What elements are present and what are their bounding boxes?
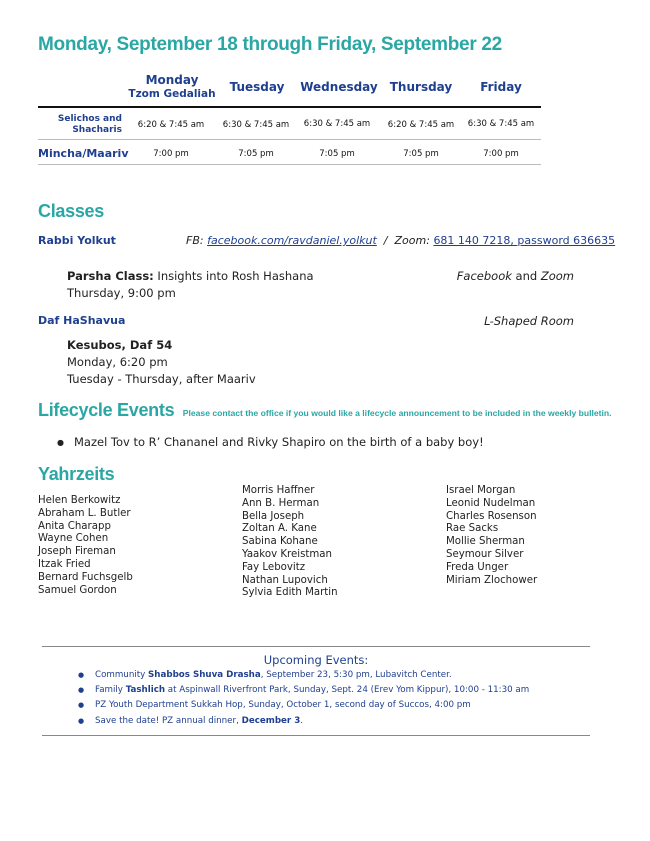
list-item: Sylvia Edith Martin: [242, 587, 338, 599]
list-item: Fay Lebovitz: [242, 561, 306, 573]
parsha-platform: [450, 268, 574, 285]
upcoming-top-rule: [42, 646, 590, 647]
lifecycle-note: Please contact the office if you would like a lifecycle announcement to be included in the weekly bulletin.: [182, 408, 612, 418]
daf-location: L-Shaped Room: [484, 314, 574, 328]
day-header-tuesday: Tuesday: [229, 80, 285, 94]
upcoming-bottom-rule: [42, 735, 590, 736]
lifecycle-item: [57, 434, 484, 451]
facebook-link[interactable]: facebook.com/ravdaniel.yolkut: [207, 234, 377, 247]
table-row-rule: [38, 139, 541, 140]
fb-prefix: FB:: [186, 234, 208, 247]
event-bold: Shabbos Shuva Drasha: [148, 670, 261, 680]
rabbi-yolkut-heading: Rabbi Yolkut: [38, 234, 116, 247]
event-text: Family: [95, 685, 126, 696]
zoom-prefix: Zoom:: [394, 234, 434, 247]
list-item: Morris Haffner: [242, 485, 315, 496]
daf-time-2: Tuesday - Thursday, after Maariv: [67, 372, 256, 386]
row-label-mincha: Mincha/Maariv: [38, 147, 129, 160]
table-cell: 7:05 pm: [403, 149, 439, 159]
list-item: Israel Morgan: [446, 485, 516, 496]
list-item: Helen Berkowitz: [38, 495, 121, 506]
table-header-rule: [38, 106, 541, 108]
parsha-class-topic: Insights into Rosh Hashana: [153, 269, 314, 283]
daf-hashavua-heading: Daf HaShavua: [38, 314, 126, 327]
event-text: .: [300, 715, 304, 726]
list-item: Charles Rosenson: [446, 510, 537, 522]
table-cell: 6:30 & 7:45 am: [222, 120, 290, 130]
table-cell: 7:05 pm: [319, 149, 355, 159]
daf-time-1: Monday, 6:20 pm: [67, 355, 168, 369]
list-item: Joseph Fireman: [38, 546, 116, 558]
day-subtitle: Tzom Gedaliah: [128, 88, 216, 100]
list-item: [78, 698, 529, 713]
event-text: , September 23, 5:30 pm, Lubavitch Center.: [260, 670, 452, 680]
list-item: [78, 714, 529, 729]
list-item: [78, 668, 529, 683]
parsha-class: [67, 268, 314, 302]
yahrzeit-column-3: [446, 485, 537, 587]
row-label-line: Shacharis: [72, 125, 122, 135]
page-title: Monday, September 18 through Friday, September 22: [38, 34, 502, 55]
list-item: Anita Charapp: [38, 520, 111, 532]
yahrzeit-column-2: [242, 485, 338, 600]
lifecycle-heading: Lifecycle Events: [38, 400, 175, 420]
list-item: Wayne Cohen: [38, 533, 109, 545]
event-bold: Tashlich: [125, 685, 166, 696]
parsha-class-time: Thursday, 9:00 pm: [67, 286, 176, 300]
event-text: PZ Youth Department Sukkah Hop, Sunday, October 1, second day of Succos, 4:00 pm: [95, 700, 471, 711]
yahrzeits-heading: Yahrzeits: [38, 464, 115, 484]
list-item: Freda Unger: [446, 561, 509, 573]
table-cell: 6:30 & 7:45 am: [467, 119, 535, 129]
event-bold: December 3: [241, 715, 301, 726]
table-cell: 6:20 & 7:45 am: [137, 120, 205, 130]
yahrzeit-column-1: [38, 495, 133, 597]
list-item: Sabina Kohane: [242, 536, 318, 548]
link-separator: /: [376, 234, 395, 247]
list-item: Mollie Sherman: [446, 536, 525, 548]
platform-and: and: [511, 269, 541, 283]
event-text: Save the date! PZ annual dinner,: [95, 715, 242, 726]
list-item: Samuel Gordon: [38, 584, 117, 596]
day-header-monday: [128, 73, 216, 101]
day-header-wednesday: Wednesday: [300, 80, 378, 94]
list-item: [78, 683, 529, 698]
row-label-line: Selichos and: [57, 114, 122, 124]
list-item: Nathan Lupovich: [242, 574, 328, 586]
table-cell: 7:00 pm: [153, 149, 189, 159]
list-item: Bella Joseph: [242, 510, 305, 522]
list-item: Leonid Nudelman: [446, 497, 536, 509]
platform-facebook: Facebook: [456, 269, 512, 283]
daf-details: [67, 337, 256, 388]
day-header-thursday: Thursday: [389, 80, 453, 94]
yolkut-links: [186, 232, 615, 249]
list-item: Abraham L. Butler: [38, 507, 131, 519]
lifecycle-header: [38, 400, 612, 421]
list-item: Ann B. Herman: [242, 497, 320, 509]
upcoming-list: [78, 668, 529, 729]
bullet-icon: ●: [57, 438, 64, 447]
table-cell: 6:30 & 7:45 am: [303, 119, 371, 129]
list-item: Miriam Zlochower: [446, 574, 538, 586]
daf-title: Kesubos, Daf 54: [67, 338, 173, 352]
list-item: Seymour Silver: [446, 548, 524, 560]
zoom-link[interactable]: 681 140 7218, password 636635: [433, 234, 616, 247]
event-text: at Aspinwall Riverfront Park, Sunday, Sept. 24 (Erev Yom Kippur), 10:00 - 11:30 am: [165, 685, 530, 696]
list-item: Yaakov Kreistman: [242, 548, 333, 560]
list-item: Bernard Fuchsgelb: [38, 571, 133, 583]
lifecycle-item-text: Mazel Tov to R’ Chananel and Rivky Shapiro on the birth of a baby boy!: [73, 435, 484, 449]
list-item: Rae Sacks: [446, 523, 499, 535]
table-bottom-rule: [38, 164, 541, 165]
classes-heading: Classes: [38, 201, 104, 221]
table-cell: 6:20 & 7:45 am: [387, 120, 455, 130]
table-cell: 7:00 pm: [483, 149, 519, 159]
parsha-class-title: Parsha Class:: [67, 269, 154, 283]
upcoming-heading: Upcoming Events:: [263, 653, 369, 667]
day-header-friday: Friday: [480, 80, 522, 94]
row-label-shacharis: [38, 114, 122, 136]
platform-zoom: Zoom: [540, 269, 574, 283]
day-name: Monday: [145, 73, 199, 87]
event-text: Community: [95, 670, 149, 680]
list-item: Zoltan A. Kane: [242, 523, 317, 535]
list-item: Itzak Fried: [38, 558, 91, 570]
table-cell: 7:05 pm: [238, 149, 274, 159]
